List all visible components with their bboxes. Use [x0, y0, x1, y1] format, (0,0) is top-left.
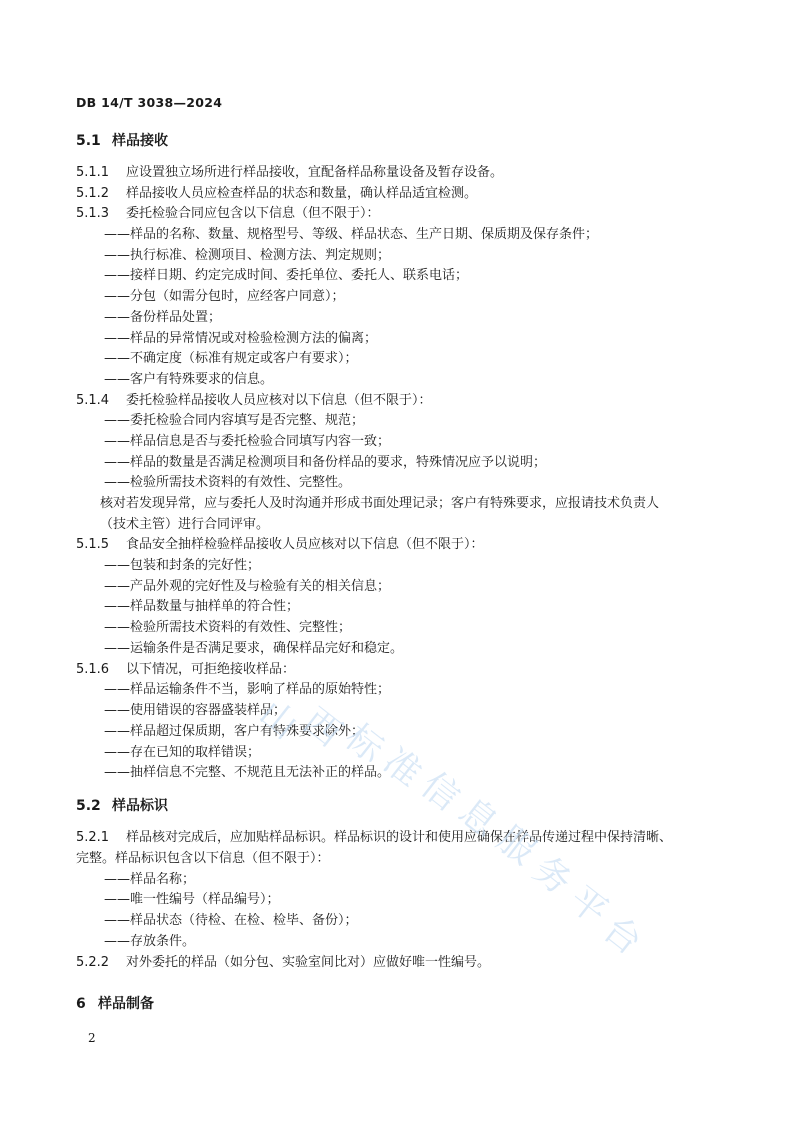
line-text: 样品标识 — [112, 798, 168, 814]
list-item — [104, 701, 286, 721]
line-text: ——分包（如需分包时，应经客户同意）； — [104, 289, 345, 304]
clause-number: 5.1.1 — [76, 165, 110, 180]
clause — [76, 953, 490, 973]
clause — [76, 391, 432, 411]
clause-number: 5.2 — [76, 798, 101, 814]
line-text: ——唯一性编号（样品编号）； — [104, 892, 280, 907]
line-text: 委托检验样品接收人员应核对以下信息（但不限于）： — [126, 393, 432, 408]
line-text: ——样品数量与抽样单的符合性； — [104, 599, 300, 614]
list-item — [104, 680, 390, 700]
clause-number: 5.1.6 — [76, 662, 110, 677]
subsection-heading — [76, 796, 168, 816]
line-text: ——样品信息是否与委托检验合同填写内容一致； — [104, 434, 391, 449]
line-text: ——接样日期、约定完成时间、委托单位、委托人、联系电话； — [104, 268, 469, 283]
document-code-header: DB 14/T 3038—2024 — [76, 95, 223, 110]
line-text: ——不确定度（标准有规定或客户有要求）； — [104, 351, 358, 366]
clause-number: 5.1.3 — [76, 206, 110, 221]
clause-number: 5.1.2 — [76, 186, 110, 201]
watermark-character: 服 — [489, 818, 543, 874]
line-text: ——样品的数量是否满足检测项目和备份样品的要求，特殊情况应予以说明； — [104, 455, 547, 470]
line-text: ——使用错误的容器盛装样品； — [104, 703, 287, 718]
clause — [76, 204, 380, 224]
section-heading — [76, 994, 154, 1014]
clause — [76, 828, 672, 848]
line-text: ——运输条件是否满足要求，确保样品完好和稳定。 — [104, 641, 404, 656]
list-item — [104, 473, 351, 493]
line-text: 应设置独立场所进行样品接收，宜配备样品称量设备及暂存设备。 — [126, 165, 504, 180]
line-text: ——包装和封条的完好性； — [104, 558, 261, 573]
list-item — [104, 890, 280, 910]
line-text: ——检验所需技术资料的有效性、完整性； — [104, 620, 352, 635]
list-item — [104, 453, 546, 473]
line-text: ——存放条件。 — [104, 934, 196, 949]
watermark-character: 平 — [561, 878, 615, 934]
list-item — [104, 225, 598, 245]
clause-number: 6 — [76, 996, 86, 1012]
clause — [76, 535, 484, 555]
list-item — [104, 763, 390, 783]
line-text: ——备份样品处置； — [104, 310, 222, 325]
watermark-character: 标 — [337, 716, 391, 772]
subsection-heading — [76, 131, 168, 151]
line-text: ——样品超过保质期，客户有特殊要求除外； — [104, 724, 365, 739]
line-text: ——样品运输条件不当，影响了样品的原始特性； — [104, 682, 391, 697]
line-text: 委托检验合同应包含以下信息（但不限于）： — [126, 206, 380, 221]
clause — [76, 660, 295, 680]
line-text: ——样品状态（待检、在检、检毕、备份）； — [104, 913, 358, 928]
list-item — [104, 349, 358, 369]
clause-number: 5.1 — [76, 133, 101, 149]
line-text: 样品接收 — [112, 133, 168, 149]
line-text: 以下情况，可拒绝接收样品： — [126, 662, 296, 677]
line-text: ——存在已知的取样错误； — [104, 745, 261, 760]
line-text: ——客户有特殊要求的信息。 — [104, 372, 274, 387]
page-number: 2 — [88, 1031, 96, 1045]
list-item — [104, 556, 260, 576]
watermark-character: 山 — [251, 692, 305, 748]
list-item — [104, 911, 358, 931]
line-text: 样品接收人员应检查样品的状态和数量，确认样品适宜检测。 — [126, 186, 478, 201]
list-item — [104, 639, 403, 659]
list-item — [104, 932, 195, 952]
line-text: ——委托检验合同内容填写是否完整、规范； — [104, 413, 365, 428]
line-text: ——检验所需技术资料的有效性、完整性。 — [104, 475, 352, 490]
clause — [76, 184, 477, 204]
watermark-character: 息 — [451, 790, 505, 846]
list-item — [104, 870, 195, 890]
list-item — [104, 329, 377, 349]
clause — [76, 163, 503, 183]
list-item — [104, 370, 273, 390]
list-item — [104, 287, 345, 307]
paragraph-text — [100, 494, 659, 514]
line-text: （技术主管）进行合同评审。 — [100, 517, 270, 532]
clause-number: 5.2.1 — [76, 830, 110, 845]
line-text: 食品安全抽样检验样品接收人员应核对以下信息（但不限于）： — [126, 537, 484, 552]
clause-number: 5.2.2 — [76, 955, 110, 970]
line-text: ——样品名称； — [104, 872, 196, 887]
line-text: 完整。样品标识包含以下信息（但不限于）： — [76, 851, 330, 866]
line-text: ——样品的异常情况或对检验检测方法的偏离； — [104, 331, 378, 346]
line-text: ——样品的名称、数量、规格型号、等级、样品状态、生产日期、保质期及保存条件； — [104, 227, 599, 242]
line-text: ——执行标准、检测项目、检测方法、判定规则； — [104, 248, 391, 263]
list-item — [104, 432, 390, 452]
list-item — [104, 597, 299, 617]
watermark-character: 台 — [595, 908, 649, 964]
watermark-character: 准 — [375, 740, 429, 796]
line-text: 样品核对完成后，应加贴样品标识。样品标识的设计和使用应确保在样品传递过程中保持清晰、 — [126, 830, 673, 845]
paragraph-text — [100, 515, 269, 535]
list-item — [104, 722, 364, 742]
clause-number: 5.1.5 — [76, 537, 110, 552]
list-item — [104, 577, 390, 597]
watermark-character: 务 — [525, 848, 579, 904]
list-item — [104, 743, 260, 763]
line-text: 核对若发现异常，应与委托人及时沟通并形成书面处理记录；客户有特殊要求，应报请技术负责人 — [100, 496, 660, 511]
clause-continuation — [76, 849, 330, 869]
list-item — [104, 266, 468, 286]
clause-number: 5.1.4 — [76, 393, 110, 408]
watermark-character: 信 — [413, 764, 467, 820]
line-text: 对外委托的样品（如分包、实验室间比对）应做好唯一性编号。 — [126, 955, 491, 970]
list-item — [104, 308, 221, 328]
line-text: ——抽样信息不完整、不规范且无法补正的样品。 — [104, 765, 391, 780]
list-item — [104, 618, 351, 638]
line-text: ——产品外观的完好性及与检验有关的相关信息； — [104, 579, 391, 594]
line-text: 样品制备 — [98, 996, 154, 1012]
list-item — [104, 411, 364, 431]
list-item — [104, 246, 390, 266]
watermark-character: 西 — [295, 700, 349, 756]
